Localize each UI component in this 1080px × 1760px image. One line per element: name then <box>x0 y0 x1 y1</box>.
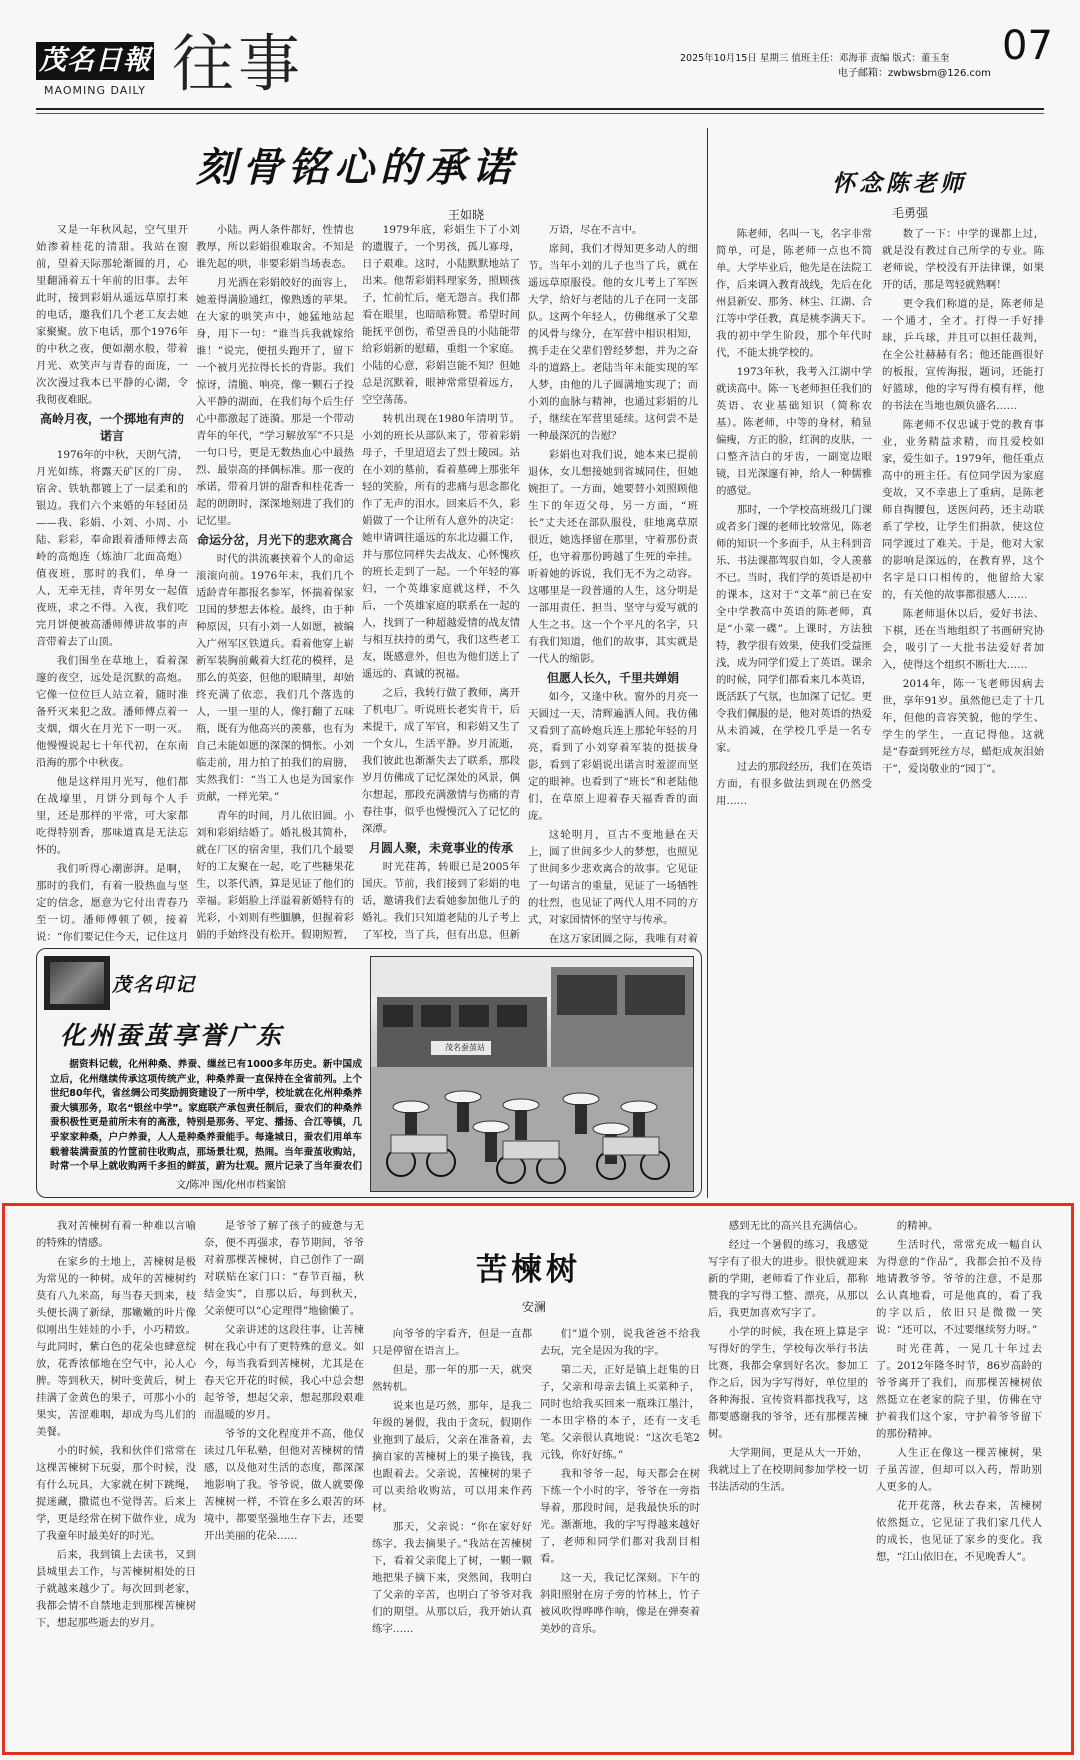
paragraph: 这一天，我记忆深刻。下午的斜阳照射在房子旁的竹林上，竹子被风吹得哗哗作响，像是在弹奏着美妙的音乐。 <box>540 1572 700 1635</box>
paragraph: 我对苦楝树有着一种难以言喻的特殊的情感。 <box>36 1220 196 1249</box>
subheading: 但愿人长久，千里共婵娟 <box>546 671 679 685</box>
article3-column-5 <box>708 1218 868 1732</box>
paragraph: 但是，那一年的那一天，就突然转机。 <box>372 1364 532 1393</box>
paragraph: 席间，我们才得知更多动人的细节。当年小刘的儿子也当了兵，就在遥远草原服役。他的女儿考上了军医大学，给好与老陆的儿子在同一支部队。这两个年轻人，仿佛继承了父辈的风骨与缘分，在军营中相识相知，携手走在父辈们曾经梦想，并为之奋斗的道路上。老陆当年未能实现的军人梦，由他的儿子圆满地实现了；而小刘的血脉与精神，也通过彩娟的儿子，继续在军营里延续。这何尝不是一种最深沉的告慰？ <box>528 243 698 442</box>
paragraph: 如今，又逢中秋。窗外的月亮一天圆过一天，清辉遍洒人间。我仿佛又看到了高岭炮兵连上那轮年轻的月亮，看到了小刘穿着军装的挺拔身影，看到了彩娟说出诺言时羞涩而坚定的眼神。也看到了“班长”和老陆他们，在草原上迎着春天福香香的面庞。 <box>528 691 698 822</box>
paragraph: 万语，尽在不言中。 <box>548 224 643 236</box>
paragraph: 1979年底，彩娟生下了小刘的遗腹子，一个男孩，孤儿寡母，日子艰难。这时，小陆默默地站了出来。他帮彩娟料理家务，照顾孩子，忙前忙后，毫无怨言。我们都看在眼里，也暗暗称赞。希望时间能抚平创伤，希望善良的小陆能带给彩娟新的慰藉，重组一个家庭。小陆的心意，彩娟岂能不知？但她总是沉默着，眼神常常望着远方，空空荡荡。 <box>362 224 520 406</box>
article1-title: 刻骨铭心的承诺 <box>196 144 518 191</box>
paragraph: 父亲讲述的这段往事，让苦楝树在我心中有了更特殊的意义。如今，每当我看到苦楝树，尤其是在春天它开花的时候，我心中总会想起爷爷，想起父亲，想起那段艰难而温暖的岁月。 <box>204 1324 364 1421</box>
historical-photo <box>370 956 694 1192</box>
feature-body: 据资料记载，化州种桑、养蚕、缫丝已有1000多年历史。新中国成立后，化州继续传承这项传统产业，种桑养蚕一直保持在全省前列。上个世纪80年代，省丝绸公司奖励拥资建设了一所中学，校址就在化州种桑养蚕大镇那务，取名“银丝中学”。家庭联产承包责任制后，蚕农们的种桑养蚕积极性更是前所未有的高涨，特别是那务、平定、播扬、合江等镇，几乎家家种桑，户户养蚕，人人是种桑养蚕能手。每逢城日，蚕农们用单车载着装满蚕茧的竹筐前往收购点，那场景壮观，热闹。当年蚕茧收购站，时常一个早上就收购两千多担的鲜茧，蔚为壮观。照片记录了当年蚕农们 <box>50 1059 362 1172</box>
article3-column-2 <box>204 1218 364 1732</box>
article3-column-6 <box>876 1218 1042 1732</box>
subheading: 月圆人聚，未竟事业的传承 <box>368 841 513 855</box>
paragraph: 陈老师不仅忠诚于党的教育事业，业务精益求精，而且爱校如家，爱生如子。1979年，他任重点高中的班主任。有位同学因为家庭变故，又不幸患上了重病，是陈老师自掏腰包，送医问药，还主动联系了学校，让学生们捐款，使这位同学渡过了难关。于是，他对大家的影响是深远的，在教育界，这个名字是口口相传的，他留给大家的，有关他的故事都很感人…… <box>882 419 1044 601</box>
article1-column-3 <box>362 222 520 944</box>
paragraph: 时光荏苒，一晃几十年过去了。2012年隆冬时节，86岁高龄的爷爷离开了我们，而那棵苦楝树依然挺立在老家的院子里，仿佛在守护着我们这个家，守护着爷爷留下的那份精神。 <box>876 1343 1042 1440</box>
paragraph: 他是这样用月光写，他们都在战壕里，月饼分到每个人手里，还是那样的平常，可大家都吃得特别香，那味道真是无法忘怀的。 <box>36 776 188 856</box>
paragraph: 数了一下：中学的课都上过，就是没有教过自己所学的专业。陈老师说，学校没有开法律课，如果开的话，那是驾轻就熟啊！ <box>882 228 1044 291</box>
paragraph: 彩娟也对我们说，她本来已提前退休，女儿想接她到省城同住，但她婉拒了。一方面，她要替小刘照顾他生下的年迈父母，另一方面，“班长”丈夫还在部队服役，驻地离草原很近，她选择留在那里，守着那份责任，也守着那份跨越了生死的牵挂。听着她的诉说，我们无不为之动容。这哪里是一段普通的人生，这分明是一部用责任、担当、坚守与爱写就的人生之书。这一个个平凡的名字，只有我们知道，他们的故事，其实就是一代人的缩影。 <box>528 449 698 665</box>
paragraph: 人生正在像这一棵苦楝树，果子虽苦涩，但却可以入药，帮助别人更多的人。 <box>876 1447 1042 1493</box>
feature-tag-box <box>44 956 110 1010</box>
paragraph: 陈老师退休以后，爱好书法、下棋，还在当地组织了书画研究协会，吸引了一大批书法爱好者加入，使得这个组织不断壮大…… <box>882 608 1044 671</box>
photo-sign: 茂名蚕茧站 <box>445 1043 485 1052</box>
paragraph: 陈老师，名叫一飞，名字非常简单，可是，陈老师一点也不简单。大学毕业后，他先是在法院工作，后来调入教育战线，先后在化州县新安、那务、林尘、江湖、合江等中学任教，真是桃李满天下。我的初中学生阶段，那个年代时代，不能太挑学校的。 <box>716 228 872 359</box>
paragraph: 我们听得心潮澎湃。是啊，那时的我们，有着一股热血与坚定的信念，愿意为它付出青春乃至一切。潘师傅顿了顿，接着说：“你们要记住今天，记住这月 <box>36 863 188 943</box>
paragraph: 花开花落，秋去春来，苦楝树依然挺立，它见证了我们家几代人的成长，也见证了家乡的变化。我想，“江山依旧在，不见晚香人”。 <box>876 1500 1042 1563</box>
article3-column-3 <box>372 1326 532 1732</box>
article1-column-1 <box>36 222 188 944</box>
newspaper-logo <box>36 42 154 80</box>
paragraph: 生活时代，常常充成一幅自认为得意的“作品”，我都会拍不及待地请教爷爷。爷爷的注意，不是那么认真地看，可是他真的，看了我的字以后，依旧只是微微一笑说：“还可以，不过要继续努力呀。” <box>876 1239 1042 1336</box>
feature-tag-photo-icon <box>50 962 104 1004</box>
masthead <box>0 0 1080 112</box>
article3-title: 苦楝树 <box>476 1252 581 1288</box>
masthead-rule-thin <box>36 113 1044 114</box>
paragraph: 我和爷爷一起，每天都会在树下练一个小时的字，爷爷在一旁指导着，那段时间，是我最快乐的时光。渐渐地，我的字写得越来越好了，老师和同学们都对我刮目相看。 <box>540 1468 700 1565</box>
paragraph: 向爷爷的字看齐，但是一直都只是停留在语言上。 <box>372 1328 532 1357</box>
article3-author: 安澜 <box>522 1300 547 1314</box>
paragraph: 这轮明月，亘古不变地悬在天上，圆了世间多少人的梦想，也照见了世间多少悲欢离合的故事。它见证了一句诺言的重量，见证了一场牺牲的壮烈，也见证了两代人用不同的方式，对家国情怀的坚守与传承。 <box>528 829 698 926</box>
paragraph: 时光荏苒，转眼已是2005年国庆。节前，我们接到了彩娟的电话，邀请我们去看她参加他儿子的婚礼。我们只知道老陆的儿子考上了军校，当了兵，但有出息，但新 <box>362 861 520 941</box>
paragraph: 第二天，正好是镇上赶集的日子，父亲和母亲去镇上买菜种子，同时也给我买回来一瓶珠江墨汁，一本田字格的本子，还有一支毛笔。父亲很认真地说：“这次毛笔2元钱，你好好练。” <box>540 1364 700 1461</box>
paragraph: 们”道个别，说我爸爸不给我去玩，完全是因为我的字。 <box>540 1328 700 1357</box>
section-title: 往事 <box>172 27 305 100</box>
article2-column-1 <box>716 226 872 1196</box>
column-divider <box>707 128 708 1198</box>
feature-credit: 文/陈冲 图/化州市档案馆 <box>176 1180 286 1191</box>
paragraph: 在家乡的土地上，苦楝树是极为常见的一种树。成年的苦楝树约莫有八九米高，每当春天到来，枝头便长满了新绿，那嫩嫩的叶片像似刚出生娃娃的小手，小巧精致。与此同时，紫白色的花朵也肆意绽放，花香浓郁地在空气中，沁人心脾。等到秋天，树叶变黄后，树上挂满了金黄色的果子，可那小小的果实，苦涩难咽，却成为鸟儿们的美餐。 <box>36 1256 196 1438</box>
subheading: 高岭月夜，一个掷地有声的诺言 <box>39 412 184 443</box>
paragraph: 1976年的中秋，天朗气清，月光如练，将露天矿区的厂房、宿舍、铁轨都镀上了一层柔和的银边。我们六个来婚的年轻团员——我、彩娟、小刘、小周、小陆、彩彩，奉命跟着潘师傅去高岭的高炮连（炼油厂北面高炮）值夜班，那时的我们，单身一人，无牵无挂，青年男女一起值夜班，求之不得。入夜，我们吃完月饼便被高潘师傅讲故事的声音带着去了山顶。 <box>36 449 188 648</box>
paragraph: 1973年秋，我考入江湖中学就读高中。陈一飞老师担任我们的英语、农业基础知识（简称农基）。陈老师，中等的身材，稍显偏瘦，方正的脸，红润的皮肤，一口整齐洁白的牙齿，一副宽边眼镜，目光深邃有神，给人一种儒雅的感觉。 <box>716 366 872 497</box>
date-line: 2025年10月15日 星期三 值班主任：邓海菲 责编 版式：董玉奎 <box>680 53 950 64</box>
article1-column-4 <box>528 222 698 944</box>
logo-english: MAOMING DAILY <box>44 84 146 97</box>
paragraph: 的精神。 <box>896 1220 939 1232</box>
paragraph: 感到无比的高兴且充满信心。 <box>728 1220 864 1232</box>
article2-author: 毛勇强 <box>892 206 929 220</box>
paragraph: 转机出现在1980年清明节。小刘的班长从部队来了，带着彩娟母子，千里迢迢去了烈士陵园。站在小刘的墓前，看着墓碑上那张年轻的笑脸，所有的悲痛与思念都化作了无声的泪水。回来后不久，彩娟做了一个让所有人意外的决定：她申请调往遥远的东北边疆工作，并与那位同样失去战友、心怀愧疚的班长走到了一起。一个年轻的寡妇，一个英雄家庭就这样，不久后，一个英雄家庭的联系在一起的人，找到了一种超越爱情的战友情与相互扶持的勇气，我们这些老工友，既感意外，但也为他们送上了遥远的、真诚的祝福。 <box>362 413 520 680</box>
article1-column-2 <box>196 222 354 944</box>
paragraph: 更令我们称道的是，陈老师是一个通才，全才。打得一手好排球，乒乓球，并且可以担任裁判，在全公社赫赫有名；他还能画很好的板报，宣传海报，题词，还能打好篮球，他的字写得有模有样，他的书法在当地也颇负盛名…… <box>882 298 1044 412</box>
article1-author: 王如晓 <box>448 208 485 222</box>
article3-column-1 <box>36 1218 196 1732</box>
paragraph: 那时，一个学校高班级几门课或者多门课的老师比较常见，陈老师的知识一个多面手，从主科到音乐、书法课都驾驭自如，令人羡慕不已。当时，我们学的英语是初中的课本，这对于“文革”前已在安全中学教高中英语的陈老师，真是“小菜一碟”。上课时，方法独特，教学很有效果，使我们受益匪浅，成为同学们爱上了英语。课余的时候，同学们都看来几本英语，既活跃了气氛，也加深了记忆。更令我们佩服的是，他对英语的热爱从未消减，在学校几乎是一名专家。 <box>716 504 872 754</box>
feature-title: 化州蚕茧享誉广东 <box>60 1021 285 1050</box>
article2-column-2 <box>882 226 1044 1196</box>
paragraph: 那天，父亲说：“你在家好好练字，我去摘果子。”我站在苦楝树下，看着父亲爬上了树，一颗一颗地把果子摘下来，突然间，我明白了父亲的辛苦，也明白了爷爷对我们的期望。从那以后，我开始认真练字…… <box>372 1521 532 1635</box>
paragraph: 在这万家团圆之际，我唯有对着 <box>548 933 698 944</box>
paragraph: 青年的时间，月儿依旧圆。小刘和彩娟结婚了。婚礼极其简朴，就在厂区的宿舍里，我们几个最要好的工友聚在一起，吃了些糖果花生，以茶代酒，算是见证了他们的幸福。彩娟脸上洋溢着新婚特有的光彩，小刘则有些腼腆，但握着彩娟的手始终没有松开。假期短暂， <box>196 810 354 941</box>
paragraph: 小陆。两人条件都好，性情也教厚，所以彩娟很难取舍。不知是谁先起的哄，非要彩娟当场表态。 <box>196 224 354 270</box>
paragraph: 是爷爷了解了孩子的疲惫与无奈，便不再强求，春节期间，爷爷对着那棵苦楝树，自己创作了一副对联贴在家门口：“春节百福，秋结金实”，自那以后，每到秋天，父亲便可以“心定理得”地偷懒了。 <box>204 1220 364 1317</box>
paragraph: 说来也是巧然，那年，是我二年级的暑假，我由于贪玩，假期作业拖到了最后，父亲在准备着，去摘自家的苦楝树上的果子换钱，我也跟着去。父亲说，苦楝树的果子可以卖给收购站，可以用来作药材。 <box>372 1400 532 1514</box>
paragraph: 大学期间，更是从大一开始，我就过上了在校期间参加学校一切书法活动的生活。 <box>708 1447 868 1493</box>
paragraph: 我们围坐在草地上，看着深邃的夜空，远处是沉默的高炮。它像一位位巨人站立着，随时准备歼灭来犯之敌。潘师傅点着一支烟，烟火在月光下一明一灭。他慢慢说起七十年代初，在东南沿海的那个中秋夜。 <box>36 655 188 769</box>
masthead-rule <box>36 108 1044 110</box>
paragraph: 又是一年秋风起，空气里开始渗着桂花的清甜。我站在窗前，望着天际那轮渐圆的月，心里翻涌着五十年前的旧事。去年此时，接到彩娟从遥远草原打来的电话，邀我们几个老工友去她家聚聚。放下电话，那个1976年的中秋之夜，便如潮水般，带着月光、欢笑声与青春的面庞，一次次漫过我本已平静的心湖，令我彻夜难眠。 <box>36 224 188 406</box>
paragraph: 后来，我到镇上去读书，又到县城里去工作，与苦楝树相处的日子就越来越少了。每次回到老家，我都会情不自禁地走到那棵苦楝树下，想起那些逝去的岁月。 <box>36 1549 196 1629</box>
paragraph: 之后，我转行做了教师，离开了机电厂。听说班长老实肯干，后来提干，成了军官，和彩娟又生了一个女儿，生活平静。岁月流逝，我们彼此也渐渐失去了联系，那段岁月仿佛成了记忆深处的风景，偶尔想起，那段充满激情与伤痛的青春往事，似乎也慢慢沉入了记忆的深潭。 <box>362 687 520 835</box>
article2-title: 怀念陈老师 <box>832 170 967 197</box>
paragraph: 过去的那段经历，我们在英语方面，有很多做法到现在仍然受用…… <box>716 761 872 807</box>
paragraph: 小的时候，我和伙伴们常常在这棵苦楝树下玩耍，那个时候，没有什么玩具，大家就在树下跳绳，捉迷藏，撒谎也不觉得苦。后来上学，更是经常在树下做作业，成为了我童年时最美好的时光。 <box>36 1445 196 1542</box>
paragraph: 时代的洪流裹挟着个人的命运滚滚向前。1976年末，我们几个适龄青年都报名参军，怀揣着保家卫国的梦想去体检。最终，由于种种原因，只有小刘一人如愿，被编入广州军区铁道兵。看着他穿上崭新军装胸前戴着大红花的模样，是那么的英姿，但他的眼睛里，却始终充满了依恋，我们几个落选的人，一里一里的人，像打翻了五味瓶，既有为他高兴的羡慕，也有为自己未能如愿的深深的惆怅。小刘临走前，用力拍了拍我们的肩膀，实然我们：“当工人也是为国家作贡献，一样光荣。” <box>196 553 354 803</box>
email-line: 电子邮箱：zwbwsbm@126.com <box>838 68 991 79</box>
paragraph: 经过一个暑假的练习，我感觉写字有了很大的进步。很快就迎来新的学期，老师看了作业后，都称赞我的字写得工整、漂亮，从那以后，我更加喜欢写字了。 <box>708 1239 868 1319</box>
paragraph: 2014年，陈一飞老师因病去世，享年91岁。虽然他已走了十几年，但他的音容笑貌，他的学生、学生的学生，一直记得他。这就是“春蚕到死丝方尽，蜡炬成灰泪始干”，爱岗敬业的“园丁”。 <box>882 678 1044 775</box>
feature-tag: 茂名印记 <box>112 974 197 996</box>
paragraph: 爷爷的文化程度并不高，他仅读过几年私塾，但他对苦楝树的情感，以及他对生活的态度，都深深地影响了我。爷爷说，做人就要像苦楝树一样，不管在多么艰苦的环境中，都要坚强地生存下去，还要开出美丽的花朵…… <box>204 1428 364 1542</box>
subheading: 命运分岔，月光下的悲欢离合 <box>196 533 353 547</box>
photo-scene <box>371 957 693 1191</box>
logo-text: 茂名日報 <box>39 45 151 76</box>
paragraph: 小学的时候，我在班上算是字写得好的学生，学校每次举行书法比赛，我都会拿到好名次。参加工作之后，因为字写得好，单位里的各种海报、宣传资料都找我写，这都要感谢我的爷爷，还有那棵苦楝树。 <box>708 1326 868 1440</box>
page-number: 07 <box>1002 23 1053 69</box>
article3-column-4 <box>540 1326 700 1732</box>
paragraph: 月光洒在彩娟皎好的面容上，她羞得满脸通红，像熟透的苹果。在大家的哄笑声中，她猛地站起身，用下一句：“谁当兵我就嫁给谁！”说完，便扭头跑开了，留下一个被月光拉得长长的背影。我们惊讶，清脆、响亮，像一颗石子投入平静的湖面，在我们每个后生仔心中都激起了涟漪。那是一个带动青年的年代，“学习解放军”不只是一句口号，更是无数热血心中最热烈、最崇高的择偶标准。那一夜的承诺，带着月饼的甜香和桂花香一起的朗朗时，深深地刻进了我们的记忆里。 <box>196 277 354 527</box>
